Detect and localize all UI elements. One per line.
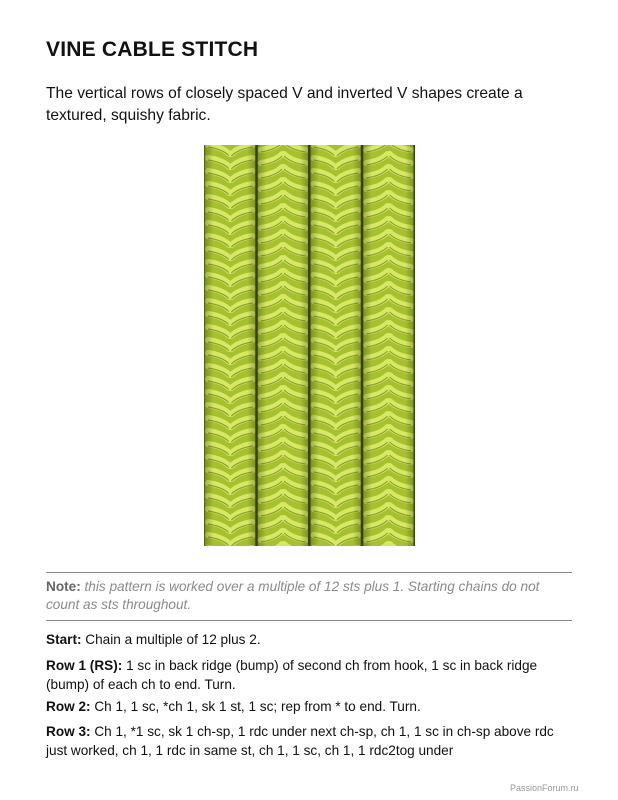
intro-paragraph: The vertical rows of closely spaced V and inverted V shapes create a textured, squishy fabric. — [46, 85, 523, 124]
column-shade — [204, 145, 257, 546]
column-shade — [310, 145, 363, 546]
instruction-row-2-text: Ch 1, 1 sc, *ch 1, sk 1 st, 1 sc; rep from * to end. Turn. — [94, 699, 421, 714]
watermark: PassionForum.ru — [510, 783, 579, 793]
column-shade — [362, 145, 415, 546]
instruction-row-1-text: 1 sc in back ridge (bump) of second ch from hook, 1 sc in back ridge (bump) of each ch to end. Turn. — [46, 658, 538, 692]
note-block — [46, 578, 572, 614]
note-rule-bottom — [46, 620, 572, 621]
instruction-row-3-text: Ch 1, *1 sc, sk 1 ch-sp, 1 rdc under next ch-sp, ch 1, 1 sc in ch-sp above rdc just worked, ch 1, 1 rdc in same st, ch 1, 1 sc, ch 1, 1 rdc2tog under — [46, 724, 554, 758]
instruction-start-text: Chain a multiple of 12 plus 2. — [85, 632, 261, 647]
instruction-row-3-label: Row 3: — [46, 724, 91, 739]
instruction-row-2 — [46, 697, 576, 716]
instruction-row-2-label: Row 2: — [46, 699, 91, 714]
instruction-start — [46, 630, 576, 649]
instruction-row-3 — [46, 722, 576, 760]
stitch-photo — [204, 145, 415, 546]
page-title: VINE CABLE STITCH — [46, 38, 259, 61]
column-shade — [257, 145, 310, 546]
instruction-row-1 — [46, 656, 576, 694]
instruction-row-1-label: Row 1 (RS): — [46, 658, 123, 673]
note-rule-top — [46, 572, 572, 573]
note-text: this pattern is worked over a multiple of 12 sts plus 1. Starting chains do not count as sts throughout. — [46, 579, 540, 612]
instruction-start-label: Start: — [46, 632, 82, 647]
note-label: Note: — [46, 579, 81, 594]
